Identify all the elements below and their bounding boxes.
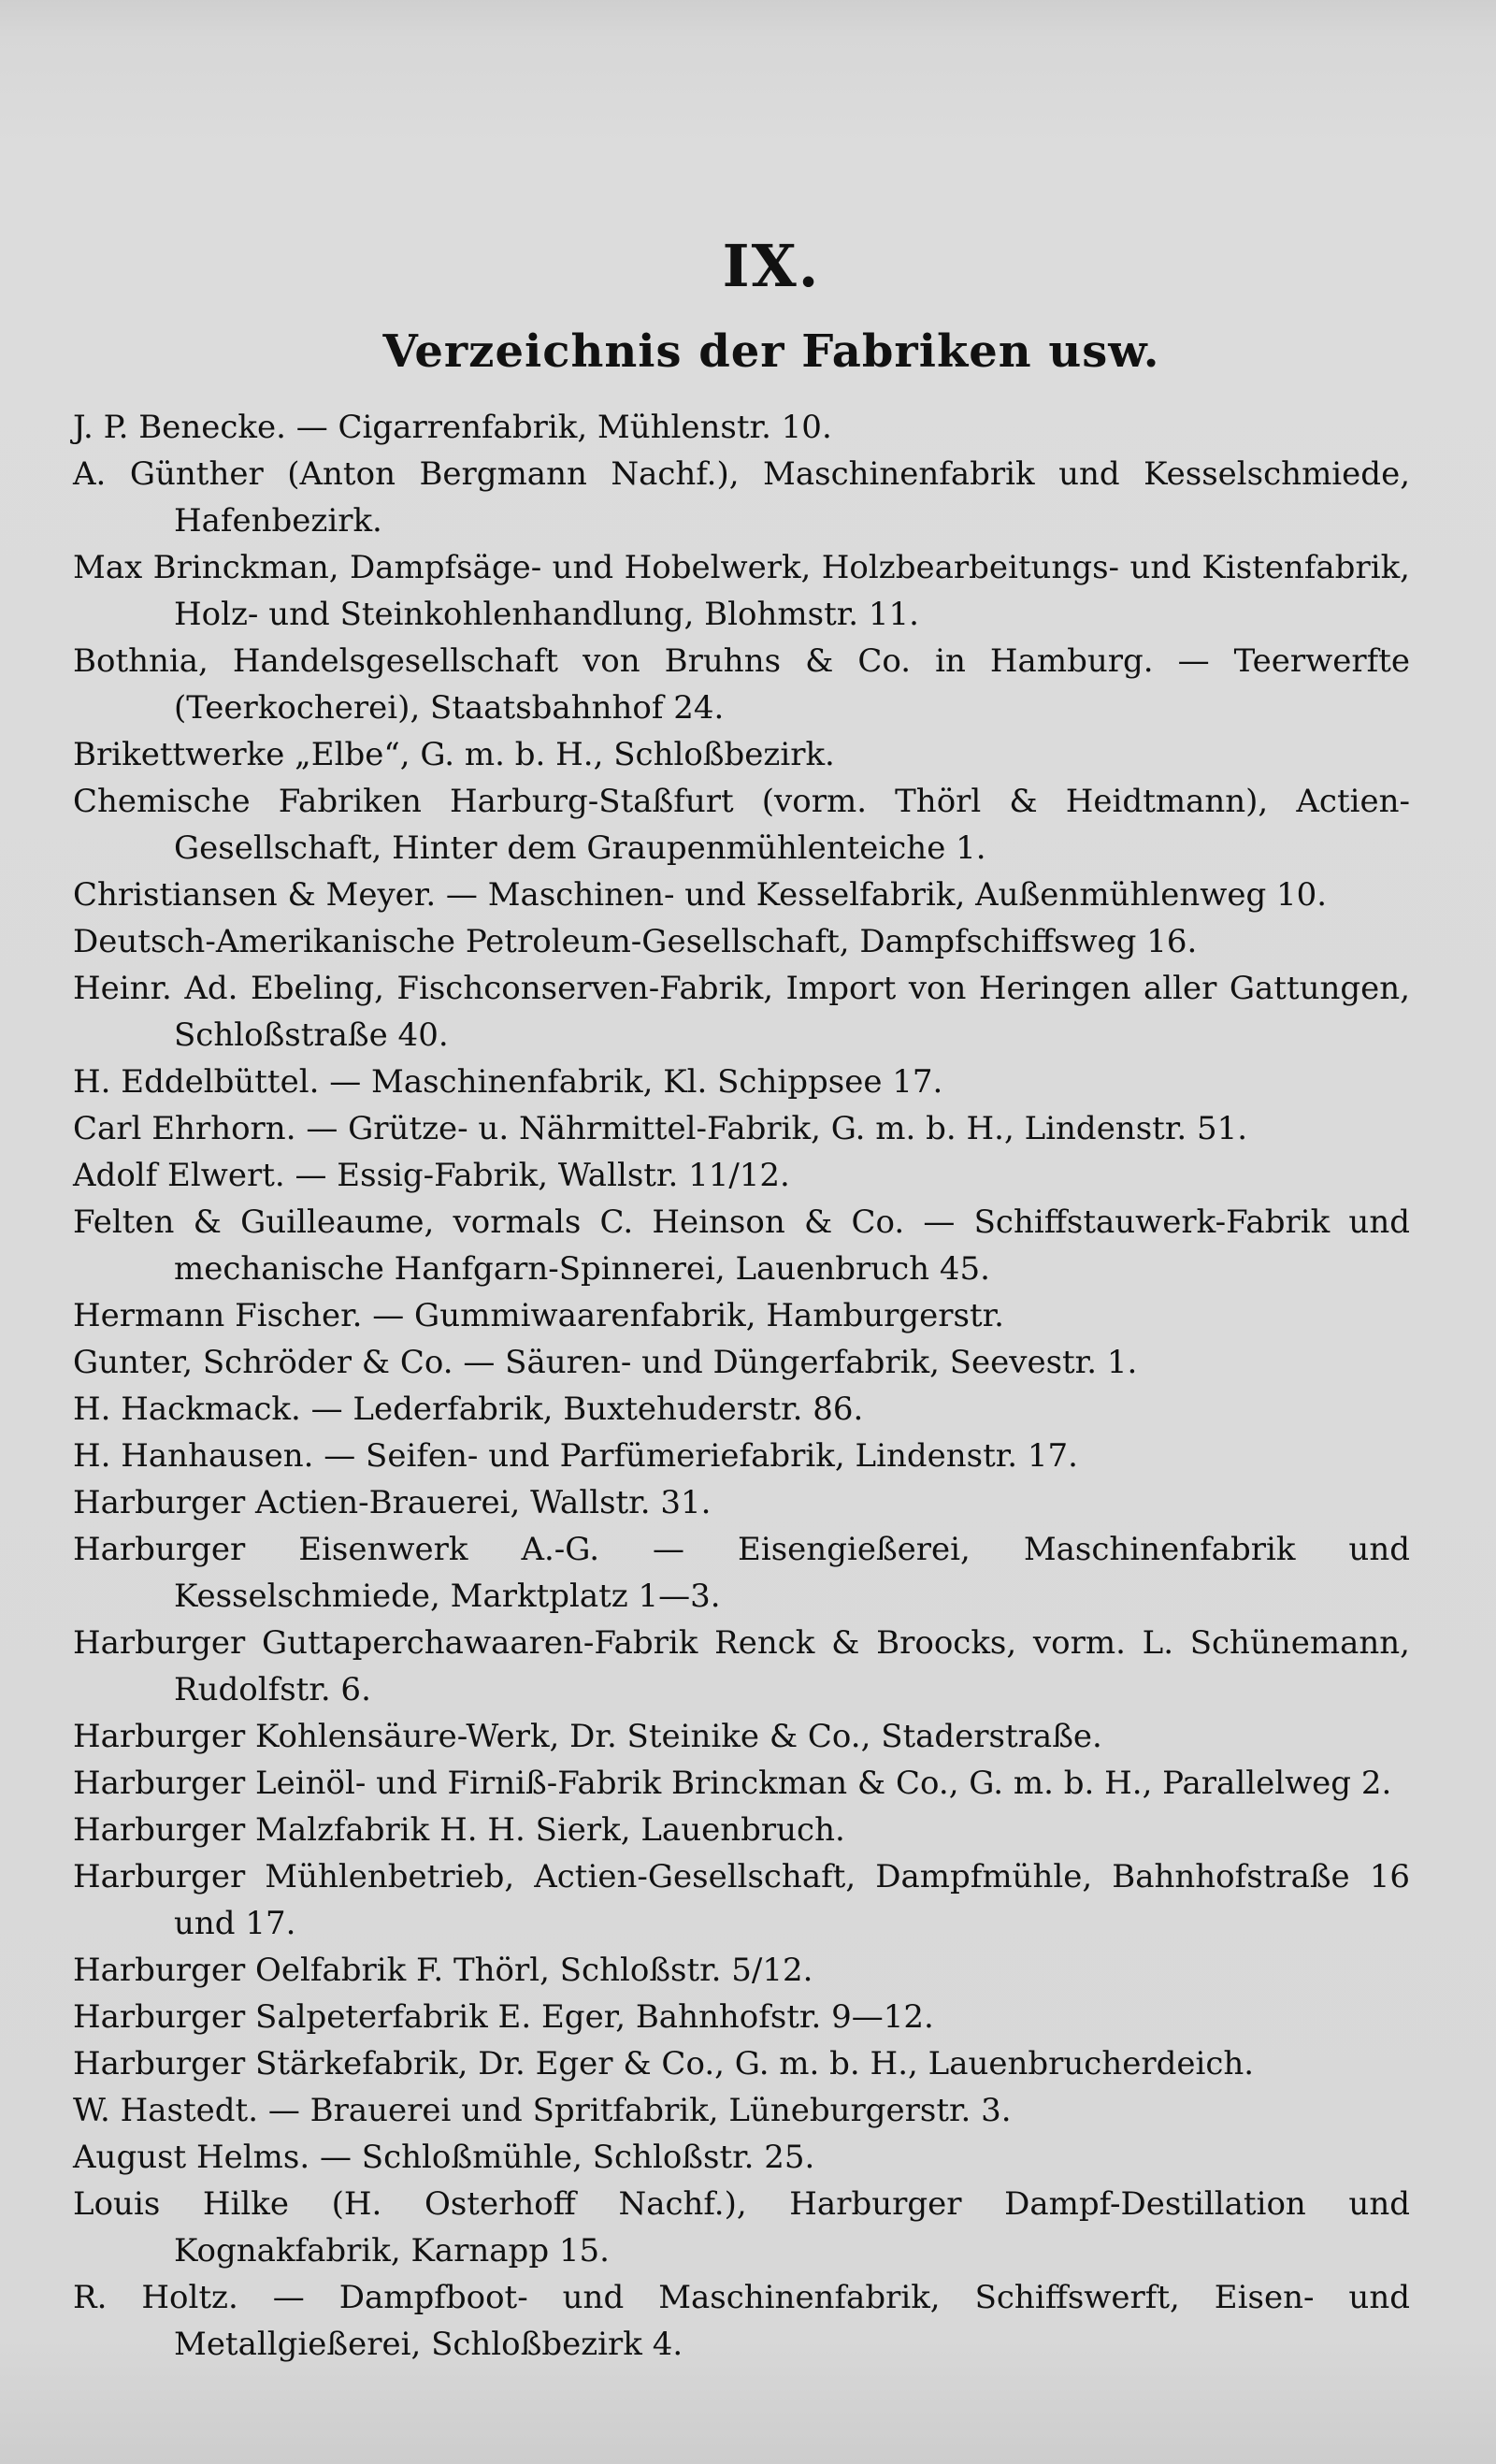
list-item: Harburger Salpeterfabrik E. Eger, Bahnhofstr. 9—12. [73, 1998, 934, 2036]
chapter-number: IX. [722, 232, 821, 300]
list-item: Louis Hilke (H. Osterhoff Nachf.), Harburger Dampf-Destillation und Kognakfabrik, Karnapp 15. [73, 2185, 1410, 2269]
list-item: August Helms. — Schloßmühle, Schloßstr. 25. [73, 2139, 815, 2176]
list-item: Gunter, Schröder & Co. — Säuren- und Düngerfabrik, Seevestr. 1. [73, 1344, 1138, 1381]
list-item: Harburger Malzfabrik H. H. Sierk, Lauenbruch. [73, 1811, 845, 1849]
list-item: Carl Ehrhorn. — Grütze- u. Nährmittel-Fabrik, G. m. b. H., Lindenstr. 51. [73, 1110, 1248, 1147]
list-item: Harburger Mühlenbetrieb, Actien-Gesellschaft, Dampfmühle, Bahnhofstraße 16 und 17. [73, 1858, 1410, 1942]
list-item: Hermann Fischer. — Gummiwaarenfabrik, Hamburgerstr. [73, 1297, 1004, 1334]
list-item: Chemische Fabriken Harburg-Staßfurt (vorm. Thörl & Heidtmann), Actien-Gesellschaft, Hinter dem Graupenmühlenteiche 1. [73, 783, 1410, 867]
list-item: Harburger Kohlensäure-Werk, Dr. Steinike & Co., Staderstraße. [73, 1718, 1102, 1755]
page-title: Verzeichnis der Fabriken usw. [382, 325, 1160, 378]
list-item: Harburger Actien-Brauerei, Wallstr. 31. [73, 1484, 712, 1521]
list-item: Harburger Leinöl- und Firniß-Fabrik Brinckman & Co., G. m. b. H., Parallelweg 2. [73, 1765, 1392, 1802]
list-item: Harburger Guttaperchawaaren-Fabrik Renck & Broocks, vorm. L. Schünemann, Rudolfstr. 6. [73, 1624, 1410, 1708]
list-item: H. Eddelbüttel. — Maschinenfabrik, Kl. Schippsee 17. [73, 1063, 943, 1101]
list-item: H. Hanhausen. — Seifen- und Parfümeriefabrik, Lindenstr. 17. [73, 1437, 1078, 1475]
list-item: Deutsch-Amerikanische Petroleum-Gesellschaft, Dampfschiffsweg 16. [73, 923, 1198, 960]
list-item: Felten & Guilleaume, vormals C. Heinson & Co. — Schiffstauwerk-Fabrik und mechanische Hanfgarn-Spinnerei, Lauenbruch 45. [73, 1203, 1410, 1288]
list-item: R. Holtz. — Dampfboot- und Maschinenfabrik, Schiffswerft, Eisen- und Metallgießerei, Schloßbezirk 4. [73, 2279, 1410, 2363]
list-item: H. Hackmack. — Lederfabrik, Buxtehuderstr. 86. [73, 1391, 864, 1428]
list-item: Brikettwerke „Elbe“, G. m. b. H., Schloßbezirk. [73, 736, 835, 773]
page-content [73, 234, 1410, 2368]
list-item: J. P. Benecke. — Cigarrenfabrik, Mühlenstr. 10. [73, 409, 832, 446]
list-item: Harburger Stärkefabrik, Dr. Eger & Co., G. m. b. H., Lauenbrucherdeich. [73, 2045, 1255, 2082]
list-item: W. Hastedt. — Brauerei und Spritfabrik, Lüneburgerstr. 3. [73, 2092, 1012, 2129]
list-item: Harburger Eisenwerk A.-G. — Eisengießerei, Maschinenfabrik und Kesselschmiede, Marktplatz 1—3. [73, 1531, 1410, 1615]
list-item: Harburger Oelfabrik F. Thörl, Schloßstr. 5/12. [73, 1952, 813, 1989]
list-item: Christiansen & Meyer. — Maschinen- und Kesselfabrik, Außenmühlenweg 10. [73, 876, 1328, 914]
factory-list [73, 404, 1410, 2368]
list-item: Bothnia, Handelsgesellschaft von Bruhns & Co. in Hamburg. — Teerwerfte (Teerkocherei), Staatsbahnhof 24. [73, 642, 1410, 727]
list-item: Heinr. Ad. Ebeling, Fischconserven-Fabrik, Import von Heringen aller Gattungen, Schloßstraße 40. [73, 970, 1410, 1054]
list-item: A. Günther (Anton Bergmann Nachf.), Maschinenfabrik und Kesselschmiede, Hafenbezirk. [73, 455, 1410, 540]
list-item: Adolf Elwert. — Essig-Fabrik, Wallstr. 11/12. [73, 1157, 790, 1194]
list-item: Max Brinckman, Dampfsäge- und Hobelwerk, Holzbearbeitungs- und Kistenfabrik, Holz- und Steinkohlenhandlung, Blohmstr. 11. [73, 549, 1410, 633]
